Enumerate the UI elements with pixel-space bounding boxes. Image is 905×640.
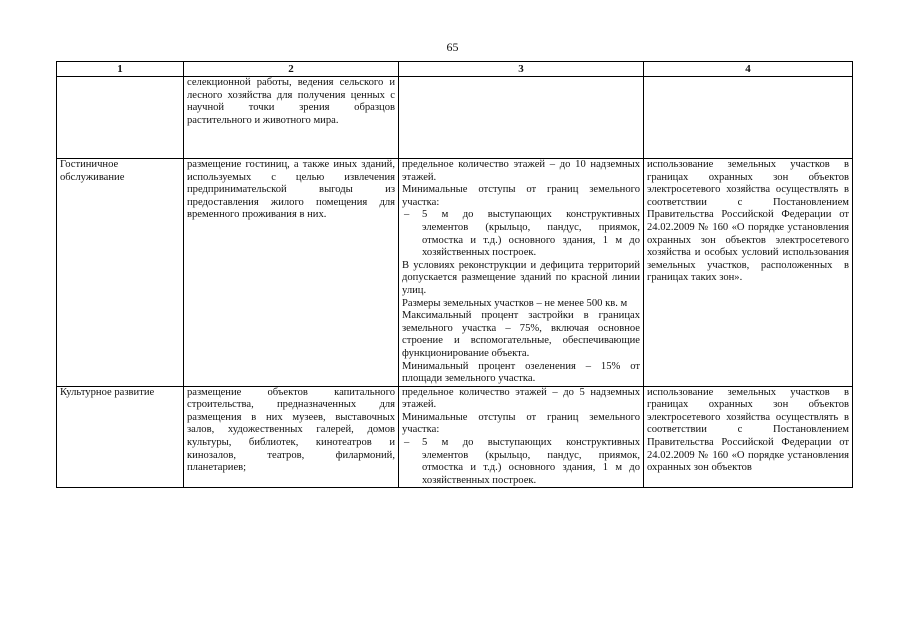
cell-description: селекционной работы, ведения сельского и лесного хозяйства для получения ценных с научной точки зрения образцов растительного и животного мира.	[184, 77, 399, 159]
page-number: 65	[446, 40, 459, 54]
header-row	[57, 62, 853, 77]
setback-list	[402, 209, 640, 259]
cell-type: Гостиничное обслуживание	[57, 159, 184, 387]
param-max-coverage: Максимальный процент застройки в границах земельного участка – 75%, включая основное строение и вспомогательные, обеспечивающие функционирование объекта.	[402, 310, 640, 359]
setback-list	[402, 437, 640, 487]
cell-restrictions: использование земельных участков в границах охранных зон объектов электросетевого хозяйства осуществлять в соответствии с Постановлением Правительства Российской Федерации от 24.02.2009 № 160 «О порядке установления охранных зон объектов электросетевого хозяйства и особых условий использования земельных участков, расположенных в границах таких зон».	[644, 159, 853, 387]
table-row	[57, 77, 853, 159]
list-item: – 5 м до выступающих конструктивных элементов (крыльцо, пандус, приямок, отмостка и т.д.) основного здания, 1 м до хозяйственных построек.	[402, 209, 640, 259]
header-col-2: 2	[184, 62, 399, 77]
header-col-3: 3	[399, 62, 644, 77]
cell-restrictions: использование земельных участков в границах охранных зон объектов электросетевого хозяйства осуществлять в соответствии с Постановлением Правительства Российской Федерации от 24.02.2009 № 160 «О порядке установления охранных зон объектов	[644, 386, 853, 488]
list-item: – 5 м до выступающих конструктивных элементов (крыльцо, пандус, приямок, отмостка и т.д.) основного здания, 1 м до хозяйственных построек.	[402, 437, 640, 487]
cell-description: размещение гостиниц, а также иных зданий, используемых с целью извлечения предпринимательской выгоды из предоставления жилого помещения для временного проживания в них.	[184, 159, 399, 387]
param-floors: предельное количество этажей – до 10 надземных этажей.	[402, 159, 640, 183]
param-setbacks: Минимальные отступы от границ земельного участка:	[402, 184, 640, 208]
table-row	[57, 386, 853, 488]
table-row	[57, 159, 853, 387]
header-col-1: 1	[57, 62, 184, 77]
cell-parameters	[399, 77, 644, 159]
cell-restrictions	[644, 77, 853, 159]
param-setbacks: Минимальные отступы от границ земельного участка:	[402, 411, 640, 436]
header-col-4: 4	[644, 62, 853, 77]
param-floors: предельное количество этажей – до 5 надземных этажей.	[402, 386, 640, 411]
cell-description: размещение объектов капитального строительства, предназначенных для размещения в них музеев, выставочных залов, художественных галерей, домов культуры, библиотек, кинотеатров и кинозалов, театров, филармоний, планетариев;	[184, 386, 399, 488]
cell-parameters	[399, 159, 644, 387]
param-reconstruction: В условиях реконструкции и дефицита территорий допускается размещение зданий по красной линии улиц.	[402, 259, 640, 296]
regulations-table	[56, 61, 853, 488]
cell-type: Культурное развитие	[57, 386, 184, 488]
cell-type	[57, 77, 184, 159]
param-plot-size: Размеры земельных участков – не менее 500 кв. м	[402, 297, 628, 309]
param-min-greenery: Минимальный процент озеленения – 15% от площади земельного участка.	[402, 360, 640, 385]
cell-parameters	[399, 386, 644, 488]
